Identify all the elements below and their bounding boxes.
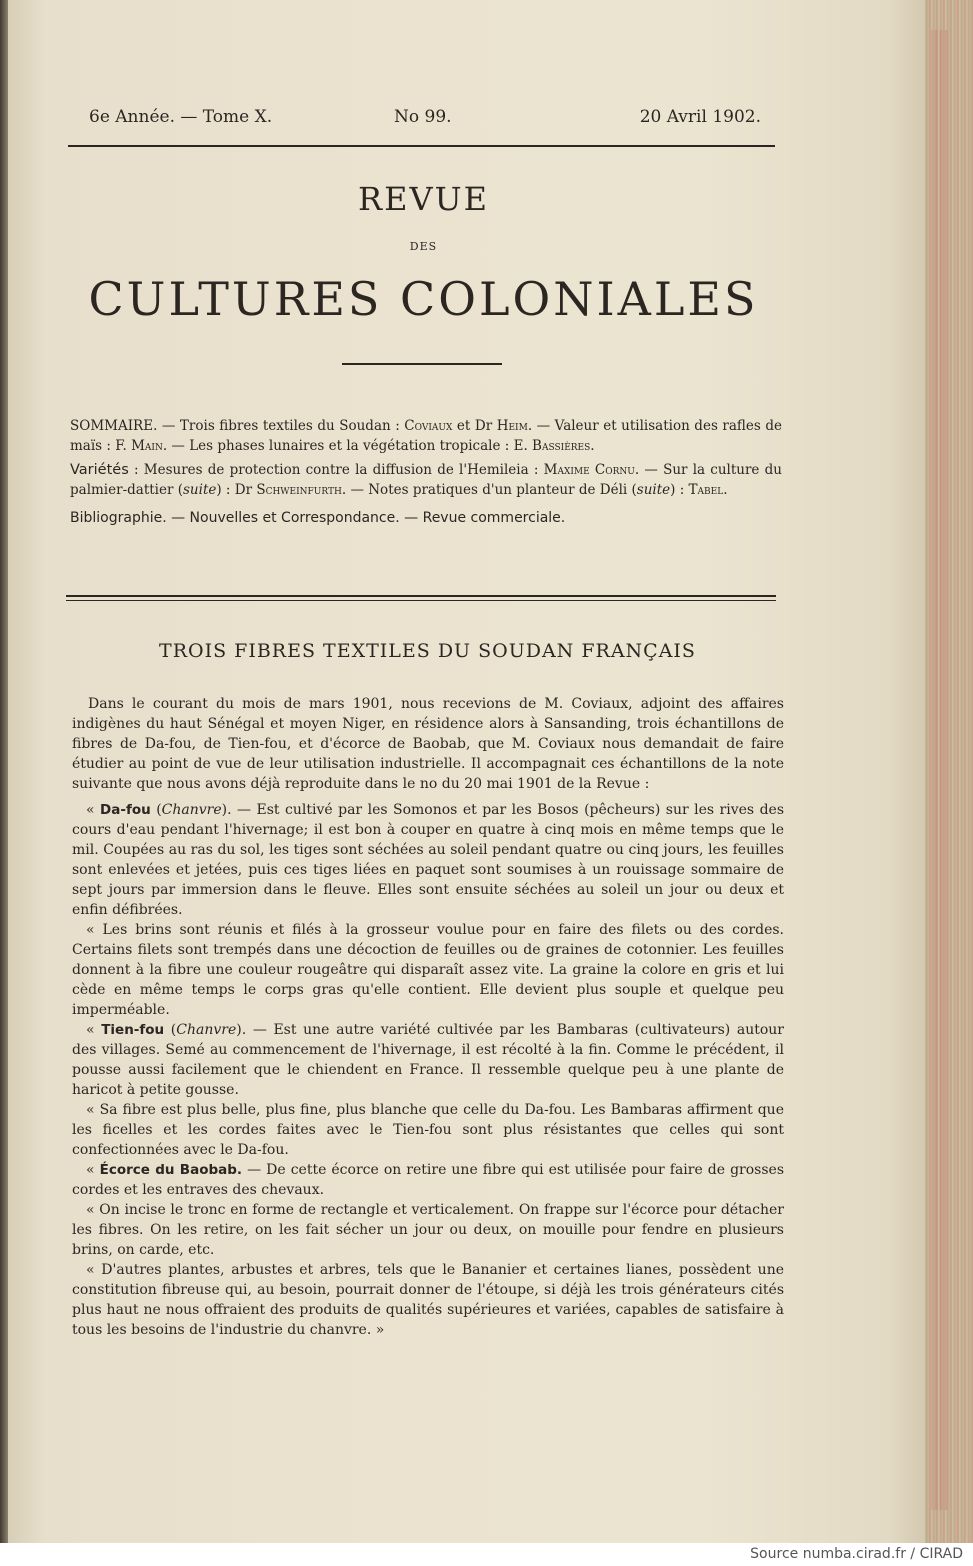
bibliographie-line: Bibliographie. — Nouvelles et Correspondance. — Revue commerciale. (70, 510, 566, 526)
article-body (72, 694, 784, 1340)
paragraph-autres-plantes: « D'autres plantes, arbustes et arbres, tels que le Bananier et certaines lianes, possèdent une constitution fibreuse qui, au besoin, pourrait donner de l'étoupe, si déjà les trois générateurs cités plus haut ne nous offraient des produits de qualités supérieures et variées, capables de satisfaire à tous les besoins de l'industrie du chanvre. » (72, 1262, 784, 1338)
paragraph-tien-fou: « Tien-fou (Chanvre). — Est une autre variété cultivée par les Bambaras (cultivateurs) autour des villages. Semé au commencement de l'hivernage, il est récolté à la fin. Comme le précédent, il pousse aussi facilement que le chiendent en France. Il ressemble quelque peu à une plante de haricot à petite gousse. (72, 1022, 784, 1098)
header-rule (68, 145, 775, 147)
book-page-edges (925, 0, 973, 1543)
issue-date: 20 Avril 1902. (639, 107, 761, 127)
source-credit: Source numba.cirad.fr / CIRAD (750, 1546, 963, 1562)
paragraph-fibre: « Sa fibre est plus belle, plus fine, plus blanche que celle du Da-fou. Les Bambaras affirment que les ficelles et les cordes faites avec le Tien-fou sont plus résistantes que celles qui sont confectionnées avec le Da-fou. (72, 1102, 784, 1158)
masthead-des: DES (409, 240, 438, 253)
source-bar (0, 1543, 973, 1566)
issue-number: No 99. (394, 107, 452, 127)
sommaire-label: SOMMAIRE. (70, 418, 158, 434)
paragraph-incise: « On incise le tronc en forme de rectangle et verticalement. On frappe sur l'écorce pour détacher les fibres. On les retire, on les fait sécher un jour ou deux, on mouille pour fendre en plusieurs brins, on carde, etc. (72, 1202, 784, 1258)
masthead-rule (342, 363, 502, 365)
varietes-paragraph: Variétés : Mesures de protection contre la diffusion de l'Hemileia : Maxime Cornu. — Sur la culture du palmier-dattier (suite) : Dr Schweinfurth. — Notes pratiques d'un planteur de Déli (suite) : Tabel. (70, 462, 782, 498)
paragraph-intro: Dans le courant du mois de mars 1901, nous recevions de M. Coviaux, adjoint des affaires indigènes du haut Sénégal et moyen Niger, en résidence alors à Sansanding, trois échantillons de fibres de Da-fou, de Tien-fou, et d'écorce de Baobab, que M. Coviaux nous demandait de faire étudier au point de vue de leur utilisation industrielle. Il accompagnait ces échantillons de la note suivante que nous avons déjà reproduite dans le no du 20 mai 1901 de la Revue : (72, 696, 784, 792)
varietes-label: Variétés (70, 462, 129, 478)
paragraph-baobab: « Écorce du Baobab. — De cette écorce on retire une fibre qui est utilisée pour faire de grosses cordes et les entraves des chevaux. (72, 1162, 784, 1198)
article-title: TROIS FIBRES TEXTILES DU SOUDAN FRANÇAIS (159, 640, 696, 662)
sommaire-paragraph: SOMMAIRE. — Trois fibres textiles du Soudan : Coviaux et Dr Heim. — Valeur et utilisation des rafles de maïs : F. Main. — Les phases lunaires et la végétation tropicale : E. Bassières. (70, 418, 782, 454)
paragraph-da-fou: « Da-fou (Chanvre). — Est cultivé par les Somonos et par les Bosos (pêcheurs) sur les rives des cours d'eau pendant l'hivernage; il est bon à couper en quatre à cinq mois en même temps que le mil. Coupées au ras du sol, les tiges sont séchées au soleil pendant quatre ou cinq jours, les feuilles sont enlevées et jetées, puis ces tiges liées en paquet sont soumises à un rouissage sommaire de sept jours par immersion dans le fleuve. Elles sont ensuite séchées au soleil un jour ou deux et enfin défibrées. (72, 802, 784, 918)
section-rule-thin (66, 600, 776, 601)
issue-year-tome: 6e Année. — Tome X. (89, 107, 273, 127)
masthead-cultures-coloniales: CULTURES COLONIALES (88, 272, 759, 326)
issue-header (89, 107, 761, 131)
section-rule-thick (66, 595, 776, 597)
paragraph-brins: « Les brins sont réunis et filés à la grosseur voulue pour en faire des filets ou des cordes. Certains filets sont trempés dans une décoction de feuilles ou de graines de cotonnier. Les feuilles donnent à la fibre une couleur rougeâtre qui disparaît assez vite. La graine la colore en gris et lui cède en même temps le corps gras qu'elle contient. Elle devient plus souple et quelque peu imperméable. (72, 922, 784, 1018)
masthead-revue: REVUE (358, 180, 489, 218)
table-of-contents (70, 416, 782, 528)
